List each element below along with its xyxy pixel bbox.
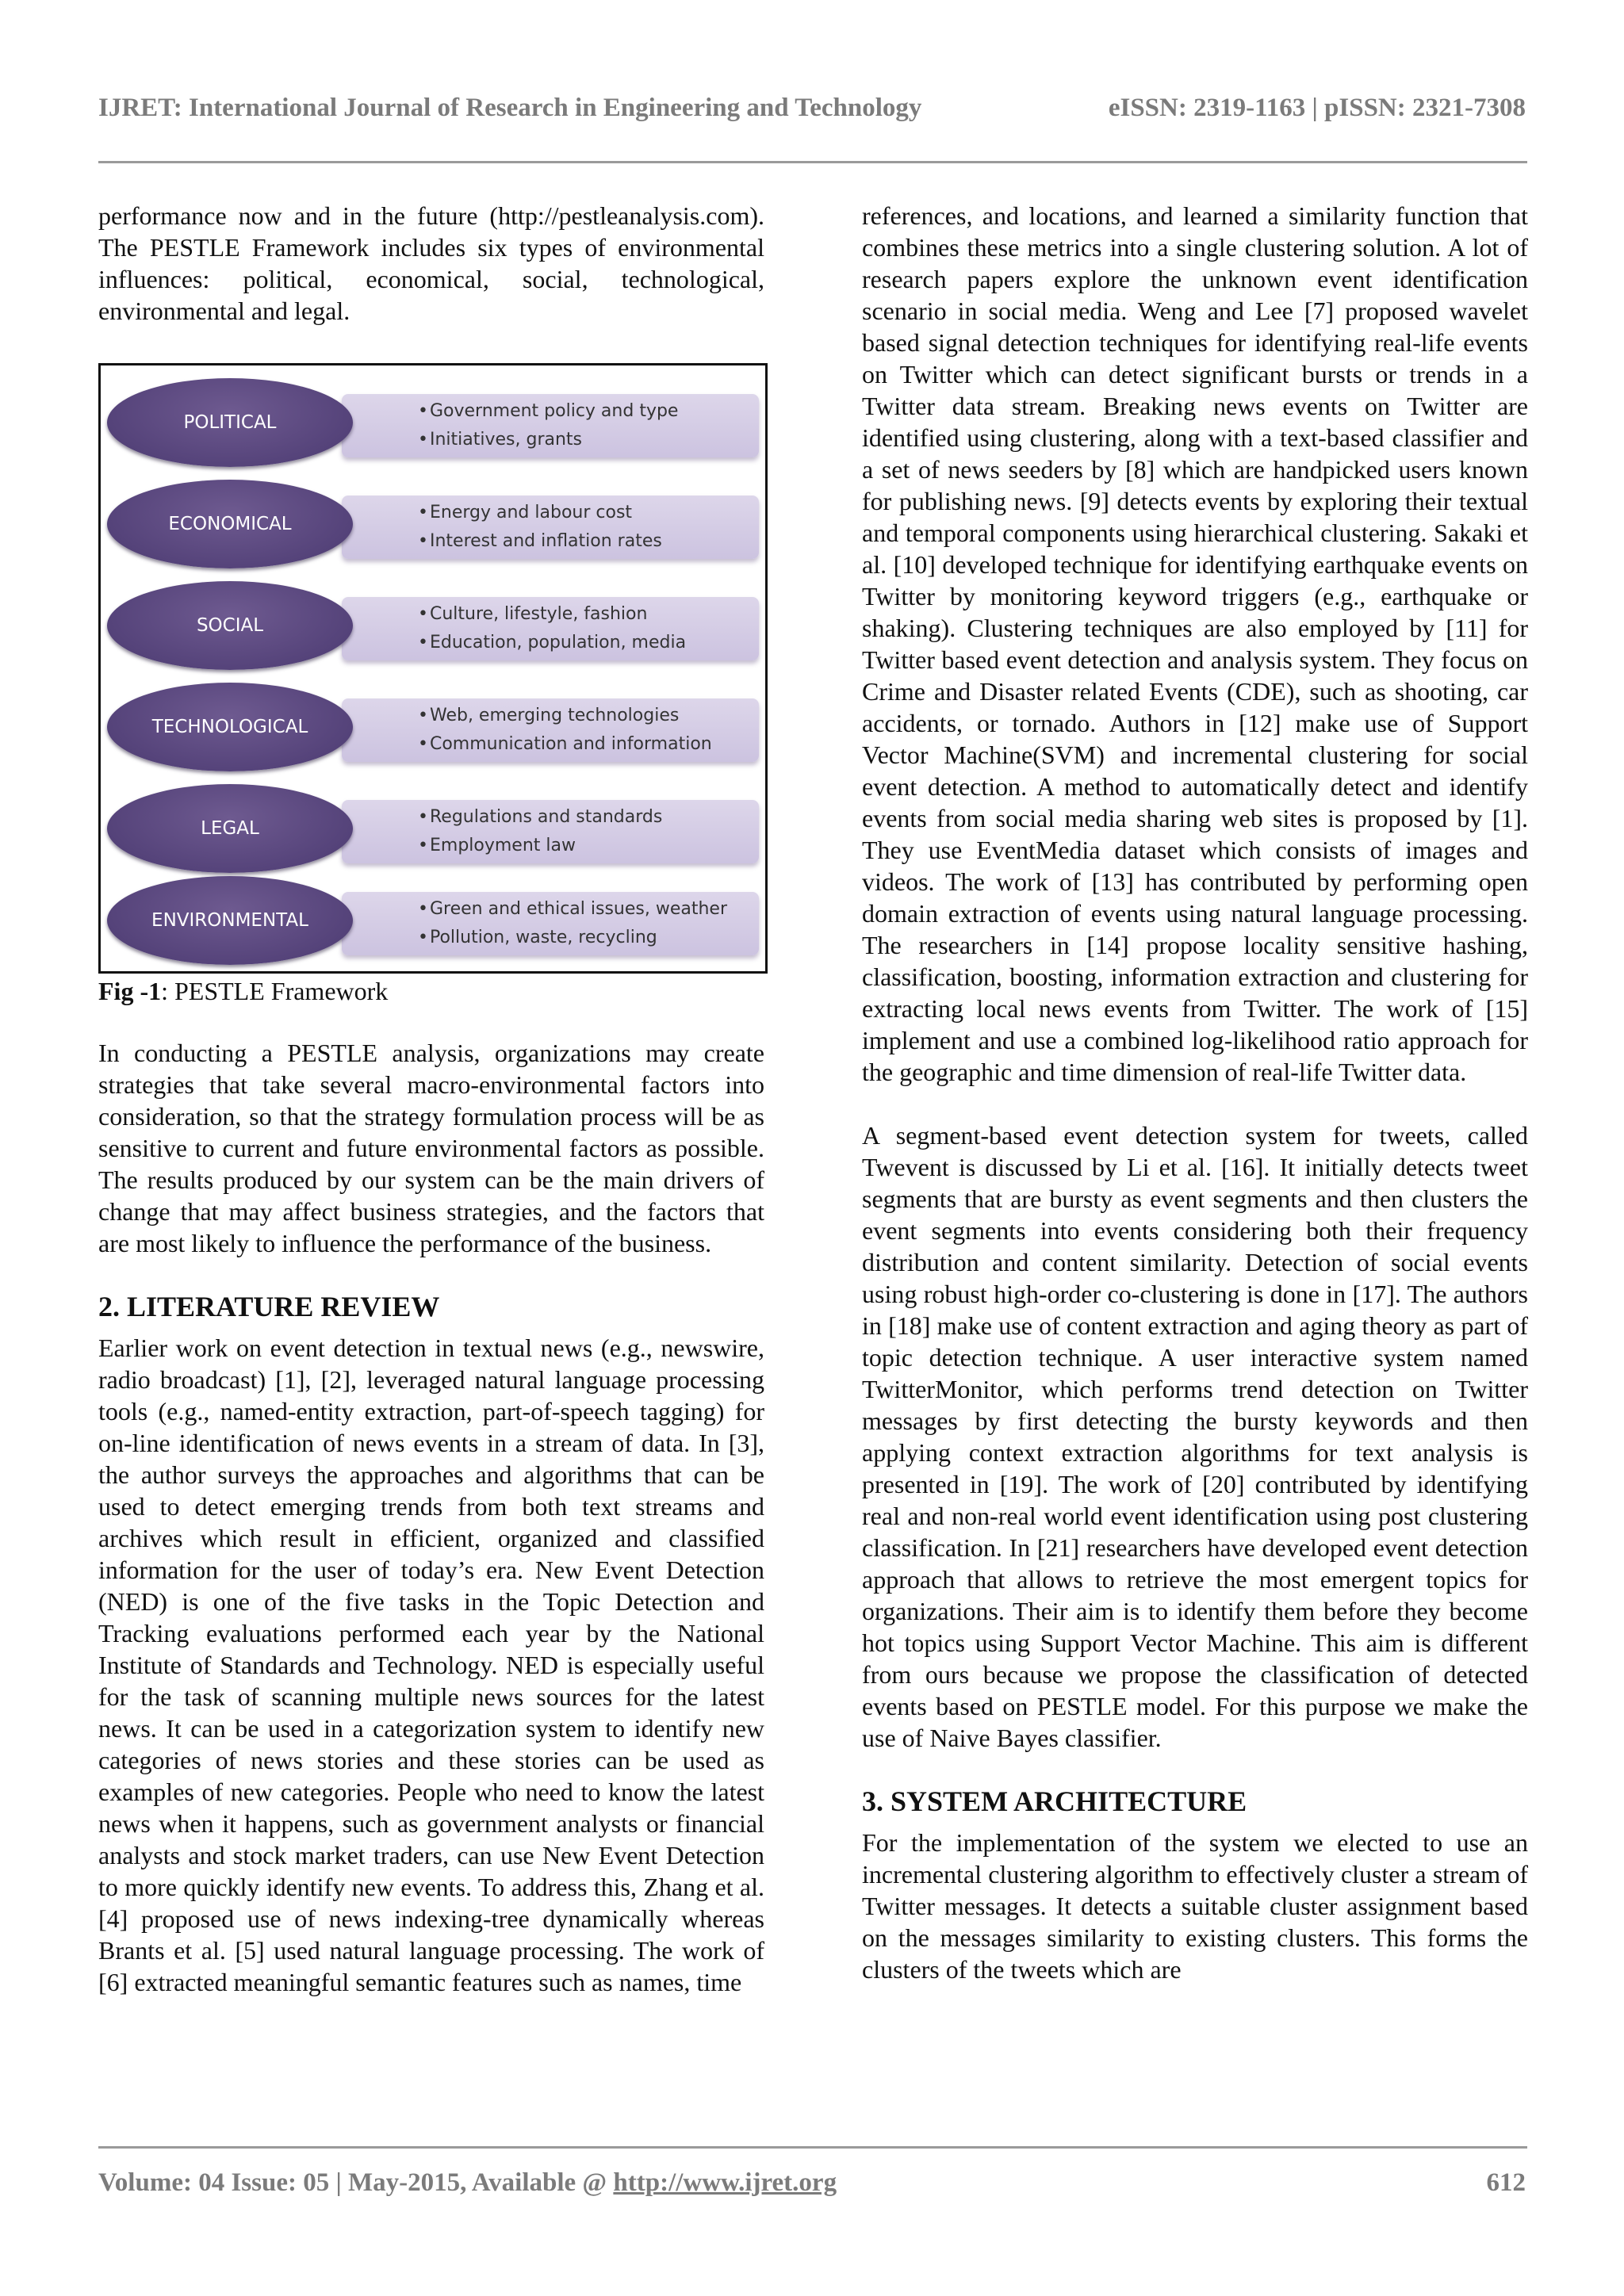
- figure-row-environmental: [107, 876, 762, 965]
- factor-bullet: • Employment law: [418, 832, 751, 860]
- factor-bullet: • Culture, lifestyle, fashion: [418, 600, 751, 629]
- factor-label: LEGAL: [107, 784, 353, 873]
- factor-label: TECHNOLOGICAL: [107, 683, 353, 771]
- journal-link[interactable]: http://www.ijret.org: [613, 2168, 837, 2197]
- factor-bullet: • Interest and inflation rates: [418, 527, 751, 556]
- factor-bullet: • Pollution, waste, recycling: [418, 924, 751, 952]
- figure-row-social: [107, 581, 762, 670]
- factor-bullet: • Web, emerging technologies: [418, 702, 751, 730]
- running-footer: [98, 2168, 1526, 2198]
- factor-bullet: • Communication and information: [418, 730, 751, 759]
- journal-title: IJRET: International Journal of Research in Engineering and Technology: [98, 94, 922, 122]
- factor-bullet: • Energy and labour cost: [418, 499, 751, 527]
- paragraph: In conducting a PESTLE analysis, organizations may create strategies that take several macro-environmental factors into consideration, so that the strategy formulation process will be as sensitive to current and future environmental factors as possible. The results produced by our system can be the main drivers of change that may affect business strategies, and the factors that are most likely to influence the performance of the business.: [98, 1039, 764, 1257]
- left-column: [98, 200, 764, 1998]
- figure-row-technological: [107, 683, 762, 771]
- caption-label: Fig -1: [98, 977, 162, 1005]
- factor-bullet: • Government policy and type: [418, 397, 751, 426]
- factor-label: SOCIAL: [107, 581, 353, 670]
- factor-bullet: • Green and ethical issues, weather: [418, 895, 751, 924]
- factor-label: ENVIRONMENTAL: [107, 876, 353, 965]
- factor-bullet: • Education, population, media: [418, 629, 751, 657]
- page-number: 612: [1486, 2168, 1526, 2197]
- figure-caption: [98, 975, 764, 1007]
- caption-text: : PESTLE Framework: [161, 977, 389, 1005]
- paragraph: Earlier work on event detection in textual news (e.g., newswire, radio broadcast) [1], [2], leveraged natural language processing tools (e.g., named-entity extraction, part-of-speech tagging) for on-line identification of news events in a stream of data. In [3], the author surveys the approaches and algorithms that can be used to detect emerging trends from both text streams and archives which result in efficient, organized and classified information for the user of today’s era. New Event Detection (NED) is one of the five tasks in the Topic Detection and Tracking evaluations performed each year by the National Institute of Standards and Technology. NED is especially useful for the task of scanning multiple news sources for the latest news. It can be used in a categorization system to identify new categories of news stories and these stories can be used as examples of new categories. People who need to know the latest news when it happens, such as government analysts or financial analysts and stock market traders, can use New Event Detection to more quickly identify new events. To address this, Zhang et al. [4] proposed use of news indexing-tree dynamically whereas Brants et al. [5] used natural language processing. The work of [6] extracted meaningful semantic features such as names, time: [98, 1334, 764, 1996]
- figure-row-legal: [107, 784, 762, 873]
- right-column: [862, 200, 1528, 1985]
- issn-label: eISSN: 2319-1163 | pISSN: 2321-7308: [1108, 94, 1526, 122]
- paragraph: A segment-based event detection system for tweets, called Twevent is discussed by Li et al. [16]. It initially detects tweet segments that are bursty as event segments and then clusters the event segments into events considering both their frequency distribution and content similarity. Detection of social events using robust high-order co-clustering is done in [17]. The authors in [18] make use of content extraction and aging theory as part of topic detection technique. A user interactive system named TwitterMonitor, which performs trend detection on Twitter messages by first detecting the bursty keywords and then applying context extraction algorithms for text analysis is presented in [19]. The work of [20] contributed by identifying real and non-real world event identification using post clustering classification. In [21] researchers have developed event detection approach that allows to retrieve the most emergent topics for organizations. Their aim is to identify them before they become hot topics using Support Vector Machine. This aim is different from ours because we propose the classification of detected events based on PESTLE model. For this purpose we make the use of Naive Bayes classifier.: [862, 1121, 1528, 1752]
- factor-label: POLITICAL: [107, 378, 353, 467]
- running-header: [98, 94, 1526, 123]
- section-heading: 3. SYSTEM ARCHITECTURE: [862, 1785, 1247, 1817]
- header-rule: [98, 161, 1527, 163]
- paragraph: references, and locations, and learned a similarity function that combines these metrics into a single clustering solution. A lot of research papers explore the unknown event identification scenario in social media. Weng and Lee [7] proposed wavelet based signal detection techniques for identifying real-life events on Twitter which can detect significant bursts or trends in a Twitter data stream. Breaking news events on Twitter are identified using clustering, along with a text-based classifier and a set of news seeders by [8] which are handpicked users known for publishing news. [9] detects events by exploring their textual and temporal components using hierarchical clustering. Sakaki et al. [10] developed technique for identifying earthquake events on Twitter by monitoring keyword triggers (e.g., earthquake or shaking). Clustering techniques are also employed by [11] for Twitter based event detection and analysis system. They focus on Crime and Disaster related Events (CDE), such as shooting, car accidents, or tornado. Authors in [12] make use of Support Vector Machine(SVM) and incremental clustering for social event detection. A method to automatically detect and identify events from social media sharing web sites is proposed by [1]. They use EventMedia dataset which consists of images and videos. The work of [13] has contributed by performing open domain extraction of events using natural language processing. The researchers in [14] propose locality sensitive hashing, classification, boosting, information extraction and clustering for extracting local news events from Twitter. The work of [15] implement and use a combined log-likelihood ratio approach for the geographic and time dimension of real-life Twitter data.: [862, 201, 1528, 1086]
- factor-bullet: • Regulations and standards: [418, 803, 751, 832]
- paragraph: For the implementation of the system we elected to use an incremental clustering algorithm to effectively cluster a stream of Twitter messages. It detects a suitable cluster assignment based on the messages similarity to existing clusters. This forms the clusters of the tweets which are: [862, 1828, 1528, 1984]
- figure-row-political: [107, 378, 762, 467]
- volume-info: Volume: 04 Issue: 05 | May-2015, Available @ http://www.ijret.org: [98, 2168, 837, 2197]
- section-heading: 2. LITERATURE REVIEW: [98, 1291, 440, 1322]
- figure-row-economical: [107, 480, 762, 568]
- factor-label: ECONOMICAL: [107, 480, 353, 568]
- footer-rule: [98, 2146, 1527, 2149]
- pestle-figure: [98, 363, 768, 974]
- paragraph: performance now and in the future (http://pestleanalysis.com). The PESTLE Framework includes six types of environmental influences: political, economical, social, technological, environmental and legal.: [98, 201, 764, 325]
- factor-bullet: • Initiatives, grants: [418, 426, 751, 454]
